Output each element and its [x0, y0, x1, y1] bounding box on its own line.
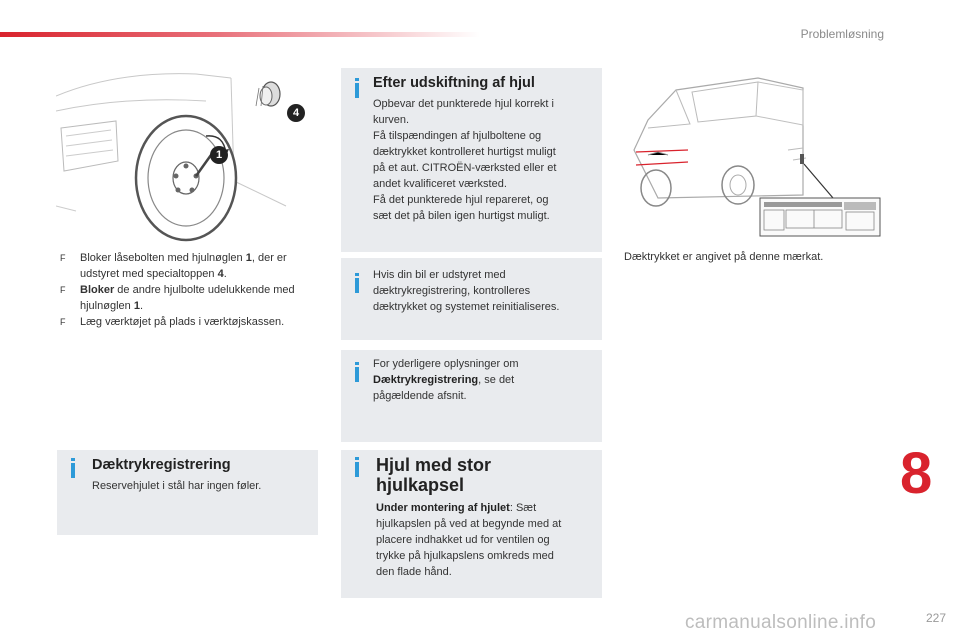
instruction-list — [60, 250, 315, 330]
info-box-more-info — [341, 350, 602, 442]
list-item: F Bloker låsebolten med hjulnøglen 1, der er udstyret med specialtoppen 4. — [60, 252, 287, 280]
box-title: Dæktrykregistrering — [92, 457, 231, 473]
info-icon — [355, 367, 359, 382]
info-icon — [355, 462, 359, 477]
info-box-after-wheel-change — [341, 68, 602, 252]
bullet-marker: F — [60, 285, 66, 295]
box-body: Reservehjulet i stål har ingen føler. — [92, 480, 262, 492]
box-body: For yderligere oplysninger om Dæktrykregistrering, se det pågældende afsnit. — [373, 358, 519, 402]
car-illustration — [628, 70, 884, 242]
info-icon — [355, 83, 359, 98]
bullet-marker: F — [60, 253, 66, 263]
section-title: Problemløsning — [800, 27, 884, 41]
info-icon — [355, 278, 359, 293]
page-number: 227 — [925, 611, 946, 625]
header-accent-bar — [0, 32, 480, 37]
info-box-large-hubcap — [341, 450, 602, 598]
watermark: carmanualsonline.info — [685, 612, 877, 633]
box-title: Hjul med stor hjulkapsel — [376, 455, 492, 495]
wheel-bolt-icon — [256, 82, 280, 106]
info-icon — [71, 463, 75, 478]
label-marker-icon — [800, 154, 804, 164]
callout-badge-4: 4 — [287, 104, 305, 122]
list-item: F Bloker de andre hjulbolte udelukkende med hjulnøglen 1. — [60, 284, 295, 312]
info-box-tyre-pressure-detection — [57, 450, 318, 535]
tyre-pressure-label-icon — [760, 198, 880, 236]
box-title: Efter udskiftning af hjul — [373, 75, 535, 91]
bullet-marker: F — [60, 317, 66, 327]
box-body: Opbevar det punkterede hjul korrekt i kurven. Få tilspændingen af hjulboltene og dæktrykket kontrolleret hurtigst muligt på et aut. CITROËN-værksted eller et andet kvalificeret værksted. Få det punkterede hjul repareret, og sæt det på bilen igen hurtigst muligt. — [373, 98, 557, 222]
car-caption: Dæktrykket er angivet på denne mærkat. — [624, 251, 824, 263]
list-item: F Læg værktøjet på plads i værktøjskassen. — [60, 316, 285, 328]
box-body: Hvis din bil er udstyret med dæktrykregistrering, kontrolleres dæktrykket og systemet reinitialiseres. — [373, 269, 560, 313]
info-box-tyre-pressure-note — [341, 258, 602, 340]
box-body: Under montering af hjulet: Sæt hjulkapslen på ved at begynde med at placere indhakket ud for ventilen og trykke på hjulkapslens omkreds med den flade hånd. — [376, 502, 562, 578]
wheel-illustration — [56, 66, 316, 246]
chapter-number: 8 — [900, 441, 933, 506]
callout-badge-1: 1 — [210, 146, 228, 164]
